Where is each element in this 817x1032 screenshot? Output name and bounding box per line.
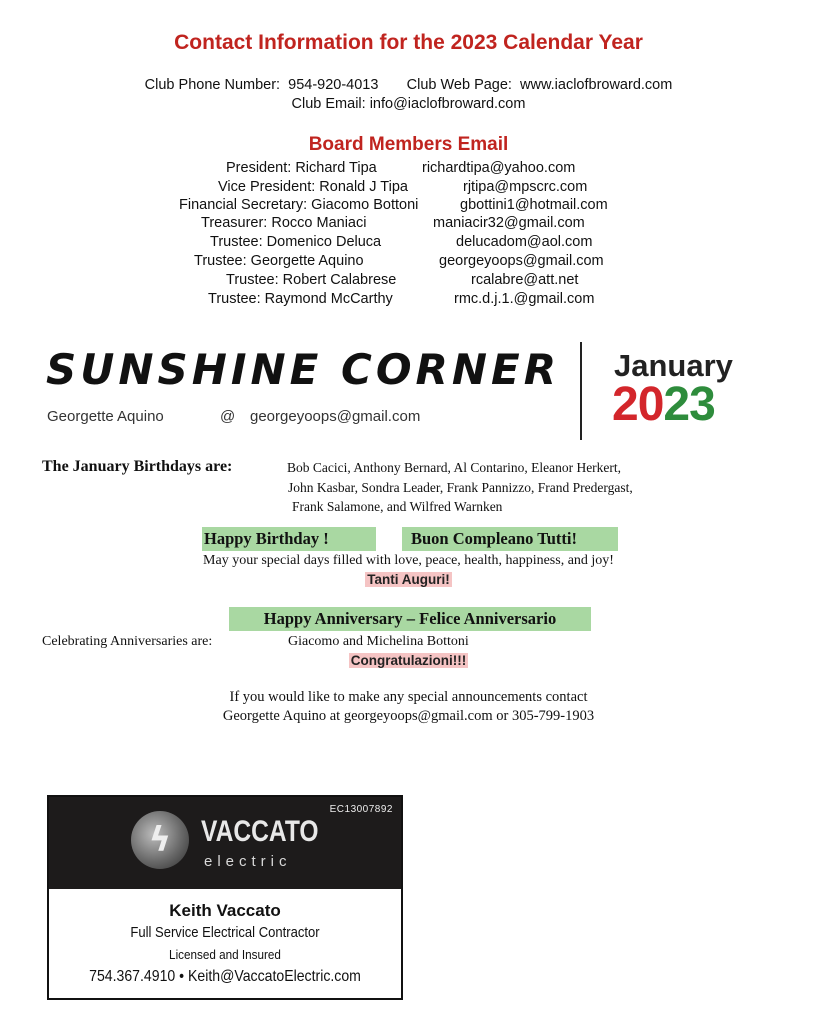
board-member-email: gbottini1@hotmail.com [460, 197, 608, 213]
anniversary-greeting-bar [229, 607, 591, 631]
buon-compleano-text: Buon Compleano Tutti! [411, 529, 577, 548]
board-member-email: delucadom@aol.com [456, 234, 593, 250]
year-part-green: 23 [663, 378, 715, 431]
ad-role: Full Service Electrical Contractor [130, 925, 320, 941]
board-member-email: rmc.d.j.1.@gmail.com [454, 291, 595, 307]
board-member-row [218, 178, 588, 196]
happy-birthday-text: Happy Birthday ! [204, 529, 329, 548]
club-phone-web-line: Club Phone Number: 954-920-4013 Club Web Page: www.iaclofbroward.com [144, 77, 673, 93]
birthday-names-line: Bob Cacici, Anthony Bernard, Al Contarino, Eleanor Herkert, [287, 460, 622, 475]
month-label: January [614, 348, 733, 383]
congratulazioni-badge: Congratulazioni!!! [350, 653, 467, 668]
board-member-role: Trustee: Raymond McCarthy [208, 291, 393, 307]
board-member-role: Trustee: Georgette Aquino [194, 253, 364, 269]
ad-brand-name: VACCATO [201, 815, 319, 848]
board-members-title: Board Members Email [308, 134, 509, 155]
club-email-line: Club Email: info@iaclofbroward.com [291, 96, 526, 112]
board-member-row [210, 233, 593, 251]
birthdays-label: The January Birthdays are: [42, 458, 233, 475]
announcement-line: Georgette Aquino at georgeyoops@gmail.com or 305-799-1903 [222, 708, 595, 724]
board-member-role: Trustee: Robert Calabrese [226, 272, 397, 288]
board-member-email: rcalabre@att.net [471, 272, 579, 288]
sunshine-corner-title: SUNSHINE CORNER [46, 345, 561, 394]
board-member-role: President: Richard Tipa [226, 160, 377, 176]
board-member-role: Vice President: Ronald J Tipa [218, 179, 408, 195]
board-member-email: maniacir32@gmail.com [433, 215, 585, 231]
board-member-role: Treasurer: Rocco Maniaci [201, 215, 367, 231]
year-part-red: 20 [612, 378, 664, 431]
board-member-row [201, 214, 585, 232]
board-member-row [194, 252, 604, 270]
board-member-email: richardtipa@yahoo.com [422, 160, 576, 176]
birthday-greeting-bar [202, 527, 618, 551]
anniversary-title: Happy Anniversary – Felice Anniversario [263, 609, 557, 628]
ad-license-number: EC13007892 [329, 804, 393, 815]
board-member-row [208, 290, 595, 308]
tanti-auguri-row [0, 571, 817, 589]
board-member-row [226, 271, 579, 289]
page-title: Contact Information for the 2023 Calendar Year [174, 31, 643, 54]
board-member-row [179, 196, 608, 214]
ad-contact: 754.367.4910 • Keith@VaccatoElectric.com [89, 968, 361, 985]
ad-header-band [49, 797, 401, 889]
year-label [612, 377, 715, 432]
at-symbol: @ [220, 408, 236, 425]
anniversary-names: Giacomo and Michelina Bottoni [288, 634, 469, 649]
tanti-auguri-badge: Tanti Auguri! [367, 572, 450, 587]
ad-licensed: Licensed and Insured [169, 947, 281, 962]
board-member-email: rjtipa@mpscrc.com [463, 179, 588, 195]
vertical-divider [580, 342, 582, 440]
board-member-email: georgeyoops@gmail.com [439, 253, 604, 269]
ad-brand-sub: electric [204, 853, 292, 870]
birthday-wish: May your special days filled with love, peace, health, happiness, and joy! [203, 553, 614, 568]
birthday-names-line: Frank Salamone, and Wilfred Warnken [292, 499, 503, 514]
lightning-bolt-icon: ϟ [148, 820, 172, 860]
congratulazioni-row [0, 652, 817, 670]
sunshine-contact-name: Georgette Aquino [47, 408, 164, 425]
sunshine-contact-email: georgeyoops@gmail.com [250, 408, 421, 425]
board-member-role: Financial Secretary: Giacomo Bottoni [179, 197, 419, 213]
birthday-names-line: John Kasbar, Sondra Leader, Frank Pannizzo, Frand Predergast, [288, 480, 633, 495]
anniversaries-label: Celebrating Anniversaries are: [42, 634, 213, 649]
ad-person-name: Keith Vaccato [169, 901, 281, 920]
sunshine-contact [47, 408, 421, 425]
lightning-logo-icon [131, 811, 189, 869]
board-member-row [226, 159, 576, 177]
announcement-line: If you would like to make any special announcements contact [229, 689, 588, 705]
board-member-role: Trustee: Domenico Deluca [210, 234, 382, 250]
vaccato-electric-ad [47, 795, 403, 1000]
